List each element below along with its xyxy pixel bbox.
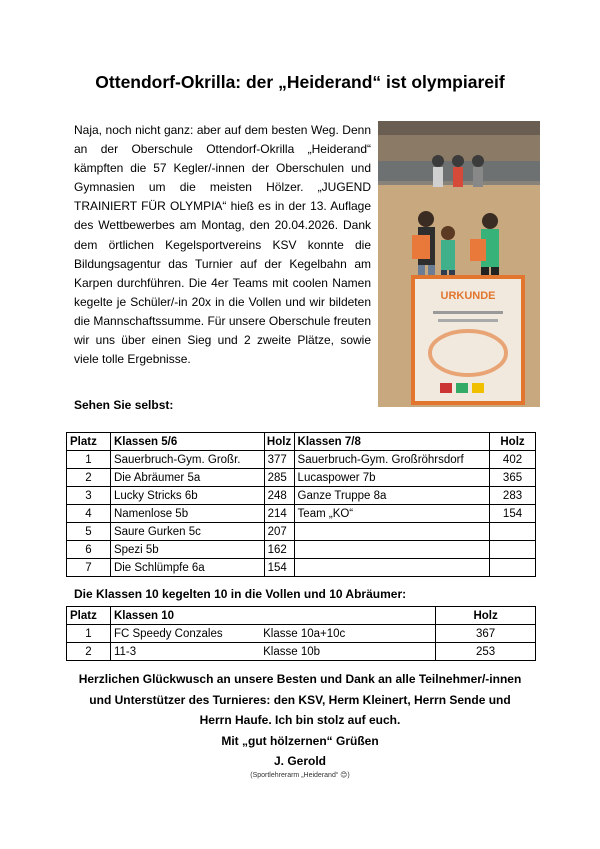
cell-team-56: Die Schlümpfe 6a bbox=[110, 559, 264, 577]
klassen-10-intro: Die Klassen 10 kegelten 10 in die Vollen und 10 Abräumer: bbox=[74, 587, 407, 601]
col-holz-2: Holz bbox=[490, 433, 536, 451]
cell-holz-56: 248 bbox=[264, 487, 294, 505]
cell-holz-78: 154 bbox=[490, 505, 536, 523]
cell-team-78: Lucaspower 7b bbox=[294, 469, 490, 487]
cell-platz: 4 bbox=[67, 505, 111, 523]
closing-text bbox=[0, 669, 600, 772]
cell-team-56: Namenlose 5b bbox=[110, 505, 264, 523]
cell-holz-56: 162 bbox=[264, 541, 294, 559]
cell-holz-78 bbox=[490, 559, 536, 577]
col-holz: Holz bbox=[436, 607, 536, 625]
cell-platz: 1 bbox=[67, 625, 111, 643]
cell-platz: 2 bbox=[67, 643, 111, 661]
cell-holz-78 bbox=[490, 523, 536, 541]
cell-platz: 3 bbox=[67, 487, 111, 505]
cell-holz-78 bbox=[490, 541, 536, 559]
cell-platz: 1 bbox=[67, 451, 111, 469]
certificate-title: URKUNDE bbox=[440, 290, 496, 302]
page-title: Ottendorf-Okrilla: der „Heiderand“ ist olympiareif bbox=[95, 72, 505, 92]
cell-team-78: Ganze Truppe 8a bbox=[294, 487, 490, 505]
cell-team-78: Sauerbruch-Gym. Großröhrsdorf bbox=[294, 451, 490, 469]
cell-team-56: Lucky Stricks 6b bbox=[110, 487, 264, 505]
cell-holz-56: 377 bbox=[264, 451, 294, 469]
col-platz: Platz bbox=[67, 607, 111, 625]
cell-team-56: Sauerbruch-Gym. Großr. bbox=[110, 451, 264, 469]
col-klassen-10: Klassen 10 bbox=[110, 607, 435, 625]
event-photo bbox=[378, 121, 540, 407]
table-row bbox=[67, 541, 536, 559]
table-row bbox=[67, 625, 536, 643]
cell-platz: 2 bbox=[67, 469, 111, 487]
cell-team-78 bbox=[294, 541, 490, 559]
closing-line-2: und Unterstützer des Turnieres: den KSV, Herm Kleinert, Herrn Sende und bbox=[89, 692, 511, 707]
cell-holz-56: 214 bbox=[264, 505, 294, 523]
results-table-10 bbox=[66, 606, 536, 661]
table-row bbox=[67, 451, 536, 469]
cell-holz: 253 bbox=[436, 643, 536, 661]
table-row bbox=[67, 505, 536, 523]
closing-line-3: Herrn Haufe. Ich bin stolz auf euch. bbox=[199, 713, 401, 727]
cell-holz-78: 365 bbox=[490, 469, 536, 487]
table-row bbox=[67, 469, 536, 487]
cell-team-56: Spezi 5b bbox=[110, 541, 264, 559]
table-row bbox=[67, 559, 536, 577]
cell-platz: 7 bbox=[67, 559, 111, 577]
cell-holz-56: 154 bbox=[264, 559, 294, 577]
see-for-yourself: Sehen Sie selbst: bbox=[74, 398, 174, 412]
cell-team: 11-3 bbox=[110, 643, 260, 661]
cell-team-56: Die Abräumer 5a bbox=[110, 469, 264, 487]
photo-illustration bbox=[378, 121, 540, 407]
cell-holz-78: 402 bbox=[490, 451, 536, 469]
col-klassen-7-8: Klassen 7/8 bbox=[294, 433, 490, 451]
intro-paragraph: Naja, noch nicht ganz: aber auf dem besten Weg. Denn an der Oberschule Ottendorf-Okrilla „Heiderand“ kämpften die 57 Kegler/-innen der Oberschulen und Gymnasien um die meisten Hölzer. „JUGEND TRAINIERT FÜR OLYMPIA“ hieß es in der 13. Auflage des Wettbewerbes am Montag, den 20.04.2026. Dank dem örtlichen Kegelsportvereins KSV konnte die Bildungsagentur das Turnier auf der Kegelbahn am Karpen durchführen. Die 4er Teams mit coolen Namen kegelte je Schüler/-in 20x in die Vollen und wir bildeten die Mannschaftssumme. Für unsere Oberschule freuten wir uns über einen Sieg und 2 zweite Plätze, sowie viele tolle Ergebnisse. bbox=[74, 123, 371, 367]
cell-holz-56: 207 bbox=[264, 523, 294, 541]
table-header-row bbox=[67, 607, 536, 625]
cell-platz: 5 bbox=[67, 523, 111, 541]
cell-team-56: Saure Gurken 5c bbox=[110, 523, 264, 541]
cell-team: FC Speedy Conzales bbox=[110, 625, 260, 643]
cell-team-78 bbox=[294, 523, 490, 541]
closing-line-1: Herzlichen Glückwusch an unsere Besten und Dank an alle Teilnehmer/-innen bbox=[78, 672, 522, 686]
table-header-row bbox=[67, 433, 536, 451]
cell-holz-56: 285 bbox=[264, 469, 294, 487]
table-row bbox=[67, 523, 536, 541]
col-platz: Platz bbox=[67, 433, 111, 451]
footnote: (Sportlehrerarm „Heiderand“ 😊) bbox=[250, 772, 350, 779]
table-row bbox=[67, 487, 536, 505]
cell-team-78: Team „KO“ bbox=[294, 505, 490, 523]
col-holz-1: Holz bbox=[264, 433, 294, 451]
col-klassen-5-6: Klassen 5/6 bbox=[110, 433, 264, 451]
cell-holz-78: 283 bbox=[490, 487, 536, 505]
cell-platz: 6 bbox=[67, 541, 111, 559]
cell-team-78 bbox=[294, 559, 490, 577]
cell-klasse: Klasse 10a+10c bbox=[260, 625, 436, 643]
cell-klasse: Klasse 10b bbox=[260, 643, 436, 661]
results-table-5-8 bbox=[66, 432, 536, 577]
cell-holz: 367 bbox=[436, 625, 536, 643]
signature: J. Gerold bbox=[273, 754, 326, 768]
closing-line-4: Mit „gut hölzernen“ Grüßen bbox=[221, 733, 379, 748]
table-row bbox=[67, 643, 536, 661]
